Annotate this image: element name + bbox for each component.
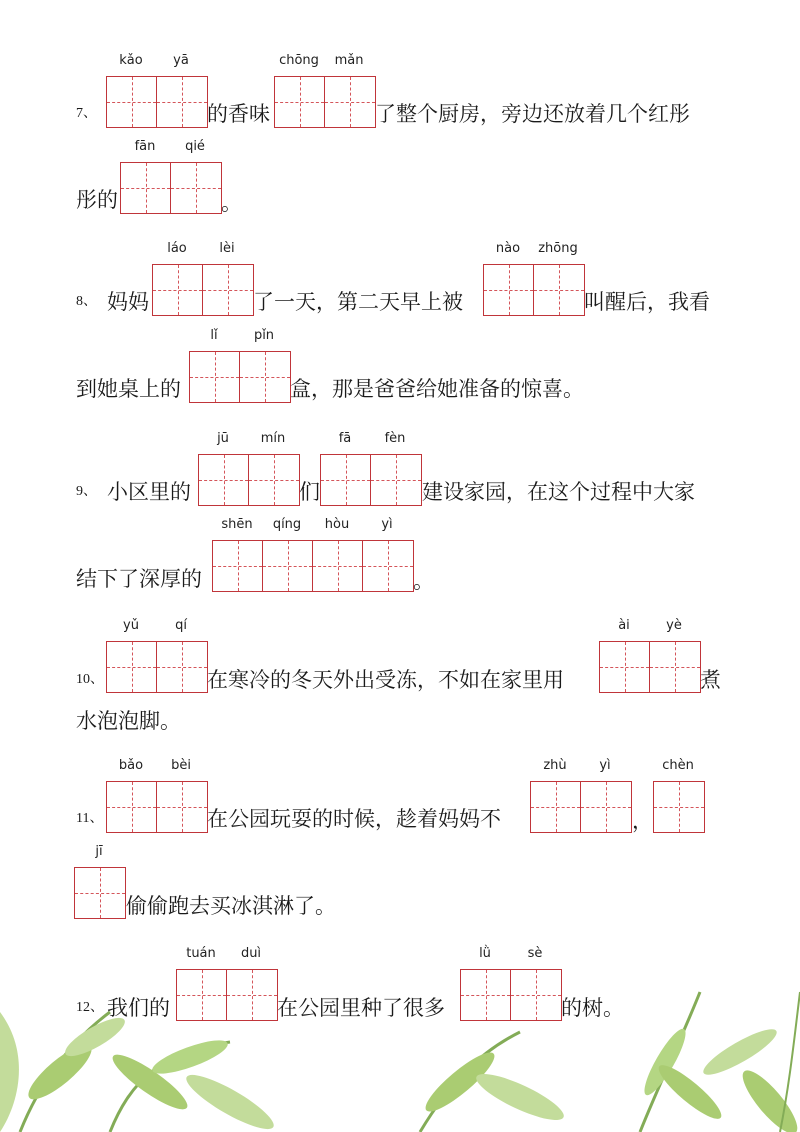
tianzige-grid[interactable] (274, 76, 376, 128)
pinyin: lǐ (210, 328, 218, 343)
sentence-text: 们 (299, 480, 320, 504)
pinyin: yì (599, 758, 611, 773)
pinyin: duì (240, 946, 262, 961)
pinyin: qié (185, 139, 205, 154)
sentence-text: ， (632, 809, 653, 833)
tianzige-grid[interactable] (320, 454, 422, 506)
sentence-text: 到她桌上的 (76, 377, 181, 401)
tianzige-grid[interactable] (212, 540, 414, 592)
pinyin: yè (666, 618, 682, 633)
pinyin: mǎn (334, 53, 364, 68)
pinyin: qíng (272, 517, 302, 532)
pinyin: jū (217, 431, 229, 446)
tianzige-grid[interactable] (152, 264, 254, 316)
tianzige-grid[interactable] (530, 781, 632, 833)
sentence-text: 我们的 (107, 996, 170, 1020)
sentence-text: 彤的 (76, 188, 118, 212)
pinyin: chèn (662, 758, 694, 773)
sentence-text: 了一天，第二天早上被 (253, 290, 463, 314)
question-number: 9、 (76, 484, 97, 499)
tianzige-grid[interactable] (198, 454, 300, 506)
tianzige-grid[interactable] (74, 867, 126, 919)
pinyin: chōng (279, 53, 319, 68)
question-number: 8、 (76, 294, 97, 309)
tianzige-grid[interactable] (176, 969, 278, 1021)
sentence-text: 的树。 (561, 996, 624, 1020)
pinyin: fān (134, 139, 156, 154)
pinyin: lèi (219, 241, 235, 256)
pinyin: láo (167, 241, 187, 256)
pinyin: kǎo (119, 53, 143, 68)
tianzige-grid[interactable] (483, 264, 585, 316)
sentence-text: 了整个厨房，旁边还放着几个红彤 (375, 102, 690, 126)
sentence-text: 盒，那是爸爸给她准备的惊喜。 (290, 377, 584, 401)
sentence-text: 在寒冷的冬天外出受冻，不如在家里用 (207, 668, 564, 692)
sentence-text: 在公园玩耍的时候，趁着妈妈不 (207, 807, 501, 831)
sentence-text: 妈妈 (107, 290, 149, 314)
sentence-text: 结下了深厚的 (76, 567, 202, 591)
pinyin: shēn (221, 517, 253, 532)
pinyin: sè (527, 946, 543, 961)
tianzige-grid[interactable] (653, 781, 705, 833)
pinyin: mín (260, 431, 286, 446)
tianzige-grid[interactable] (106, 781, 208, 833)
question-number: 11、 (76, 811, 104, 826)
sentence-text: 小区里的 (107, 480, 191, 504)
pinyin: fā (338, 431, 352, 446)
pinyin: jī (95, 844, 103, 859)
pinyin: lǜ (479, 946, 491, 961)
pinyin: yā (173, 53, 189, 68)
sentence-text: 偷偷跑去买冰淇淋了。 (126, 894, 336, 918)
tianzige-grid[interactable] (460, 969, 562, 1021)
sentence-text: 的香味 (207, 102, 270, 126)
pinyin: yì (381, 517, 393, 532)
tianzige-grid[interactable] (106, 641, 208, 693)
question-number: 7、 (76, 106, 97, 121)
pinyin: qí (175, 618, 187, 633)
sentence-text: 在公园里种了很多 (277, 996, 445, 1020)
pinyin: hòu (324, 517, 350, 532)
question-number: 10、 (76, 672, 104, 687)
pinyin: bèi (171, 758, 191, 773)
pinyin: nào (495, 241, 521, 256)
pinyin: bǎo (118, 758, 144, 773)
question-number: 12、 (76, 1000, 104, 1015)
pinyin: ài (618, 618, 630, 633)
tianzige-grid[interactable] (189, 351, 291, 403)
sentence-text: 煮 (700, 668, 721, 692)
pinyin: zhù (543, 758, 567, 773)
tianzige-grid[interactable] (599, 641, 701, 693)
sentence-text: 叫醒后，我看 (584, 290, 710, 314)
pinyin: fèn (384, 431, 406, 446)
tianzige-grid[interactable] (106, 76, 208, 128)
pinyin: zhōng (538, 241, 578, 256)
pinyin: yǔ (123, 618, 139, 633)
tianzige-grid[interactable] (120, 162, 222, 214)
sentence-text: 建设家园，在这个过程中大家 (422, 480, 695, 504)
sentence-text: 水泡泡脚。 (76, 709, 181, 733)
pinyin: tuán (186, 946, 216, 961)
leaf-decoration (0, 932, 800, 1132)
sentence-text: 。 (221, 191, 242, 215)
pinyin: pǐn (253, 328, 275, 343)
sentence-text: 。 (413, 569, 434, 593)
